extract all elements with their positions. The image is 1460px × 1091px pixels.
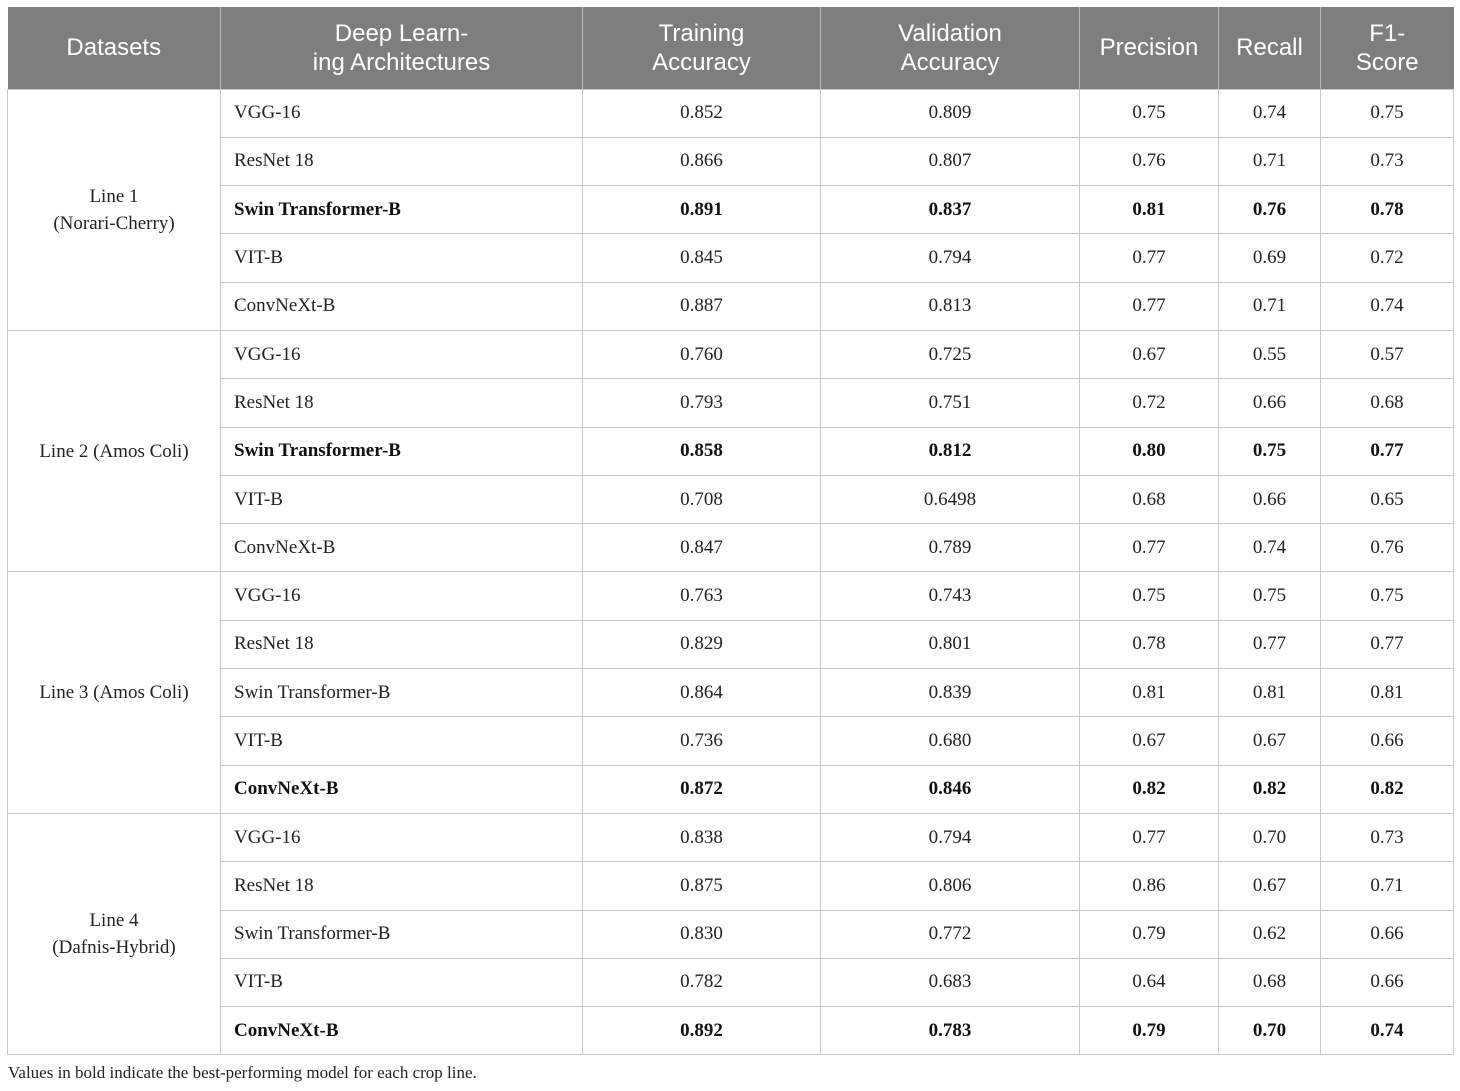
cell-training-accuracy: 0.782 <box>583 958 821 1006</box>
cell-validation-accuracy: 0.743 <box>821 572 1080 620</box>
cell-validation-accuracy: 0.794 <box>821 813 1080 861</box>
cell-architecture: ConvNeXt-B <box>221 282 583 330</box>
cell-precision: 0.75 <box>1080 89 1219 137</box>
cell-validation-accuracy: 0.806 <box>821 862 1080 910</box>
table-footnote: Values in bold indicate the best-performing model for each crop line. <box>8 1063 477 1082</box>
cell-dataset <box>8 572 221 813</box>
cell-architecture: Swin Transformer-B <box>221 186 583 234</box>
cell-architecture: VIT-B <box>221 958 583 1006</box>
cell-precision: 0.64 <box>1080 958 1219 1006</box>
cell-architecture: Swin Transformer-B <box>221 669 583 717</box>
cell-f1-score: 0.72 <box>1321 234 1454 282</box>
table-row <box>8 234 1454 282</box>
cell-recall: 0.69 <box>1219 234 1321 282</box>
cell-architecture: VIT-B <box>221 234 583 282</box>
cell-recall: 0.77 <box>1219 620 1321 668</box>
cell-training-accuracy: 0.793 <box>583 379 821 427</box>
table-row <box>8 186 1454 234</box>
cell-f1-score: 0.74 <box>1321 1007 1454 1055</box>
dataset-label-line: Line 1 <box>89 185 139 207</box>
cell-f1-score: 0.77 <box>1321 427 1454 475</box>
header-row <box>8 7 1454 89</box>
table-row <box>8 282 1454 330</box>
cell-training-accuracy: 0.830 <box>583 910 821 958</box>
cell-validation-accuracy: 0.725 <box>821 330 1080 378</box>
cell-validation-accuracy: 0.751 <box>821 379 1080 427</box>
cell-training-accuracy: 0.736 <box>583 717 821 765</box>
cell-f1-score: 0.75 <box>1321 89 1454 137</box>
cell-precision: 0.75 <box>1080 572 1219 620</box>
results-table <box>7 7 1454 1055</box>
cell-architecture: ResNet 18 <box>221 379 583 427</box>
table-row <box>8 137 1454 185</box>
cell-validation-accuracy: 0.812 <box>821 427 1080 475</box>
table-header <box>8 7 1454 89</box>
cell-training-accuracy: 0.845 <box>583 234 821 282</box>
dataset-label-line: Line 2 (Amos Coli) <box>39 440 189 462</box>
cell-f1-score: 0.68 <box>1321 379 1454 427</box>
cell-precision: 0.72 <box>1080 379 1219 427</box>
cell-recall: 0.81 <box>1219 669 1321 717</box>
cell-recall: 0.62 <box>1219 910 1321 958</box>
cell-recall: 0.70 <box>1219 813 1321 861</box>
table-row <box>8 89 1454 137</box>
cell-f1-score: 0.82 <box>1321 765 1454 813</box>
cell-f1-score: 0.71 <box>1321 862 1454 910</box>
cell-recall: 0.68 <box>1219 958 1321 1006</box>
cell-precision: 0.76 <box>1080 137 1219 185</box>
table-row <box>8 765 1454 813</box>
cell-recall: 0.70 <box>1219 1007 1321 1055</box>
cell-precision: 0.67 <box>1080 717 1219 765</box>
cell-architecture: ResNet 18 <box>221 862 583 910</box>
table-row <box>8 1007 1454 1055</box>
cell-architecture: VGG-16 <box>221 330 583 378</box>
cell-architecture: VGG-16 <box>221 813 583 861</box>
cell-recall: 0.71 <box>1219 137 1321 185</box>
table-row <box>8 669 1454 717</box>
cell-f1-score: 0.75 <box>1321 572 1454 620</box>
cell-architecture: ConvNeXt-B <box>221 1007 583 1055</box>
cell-dataset <box>8 813 221 1054</box>
cell-training-accuracy: 0.763 <box>583 572 821 620</box>
cell-precision: 0.79 <box>1080 1007 1219 1055</box>
cell-f1-score: 0.77 <box>1321 620 1454 668</box>
cell-training-accuracy: 0.829 <box>583 620 821 668</box>
header-architecture: Deep Learn- ing Architectures <box>221 7 583 89</box>
cell-precision: 0.67 <box>1080 330 1219 378</box>
cell-precision: 0.81 <box>1080 669 1219 717</box>
cell-precision: 0.78 <box>1080 620 1219 668</box>
cell-architecture: ResNet 18 <box>221 137 583 185</box>
cell-precision: 0.81 <box>1080 186 1219 234</box>
table-row <box>8 379 1454 427</box>
table-row <box>8 813 1454 861</box>
cell-validation-accuracy: 0.837 <box>821 186 1080 234</box>
table-row <box>8 620 1454 668</box>
table-row <box>8 910 1454 958</box>
cell-f1-score: 0.57 <box>1321 330 1454 378</box>
cell-training-accuracy: 0.891 <box>583 186 821 234</box>
cell-f1-score: 0.81 <box>1321 669 1454 717</box>
cell-validation-accuracy: 0.807 <box>821 137 1080 185</box>
cell-precision: 0.77 <box>1080 813 1219 861</box>
cell-architecture: ConvNeXt-B <box>221 765 583 813</box>
cell-recall: 0.75 <box>1219 427 1321 475</box>
cell-architecture: VIT-B <box>221 475 583 523</box>
cell-validation-accuracy: 0.839 <box>821 669 1080 717</box>
cell-architecture: ResNet 18 <box>221 620 583 668</box>
cell-validation-accuracy: 0.794 <box>821 234 1080 282</box>
table-row <box>8 524 1454 572</box>
cell-validation-accuracy: 0.801 <box>821 620 1080 668</box>
cell-precision: 0.77 <box>1080 234 1219 282</box>
cell-dataset <box>8 89 221 330</box>
cell-validation-accuracy: 0.789 <box>821 524 1080 572</box>
cell-architecture: VGG-16 <box>221 572 583 620</box>
cell-f1-score: 0.76 <box>1321 524 1454 572</box>
table-row <box>8 475 1454 523</box>
cell-recall: 0.74 <box>1219 89 1321 137</box>
cell-f1-score: 0.66 <box>1321 717 1454 765</box>
cell-recall: 0.74 <box>1219 524 1321 572</box>
cell-precision: 0.82 <box>1080 765 1219 813</box>
cell-precision: 0.77 <box>1080 282 1219 330</box>
cell-training-accuracy: 0.708 <box>583 475 821 523</box>
cell-precision: 0.86 <box>1080 862 1219 910</box>
cell-validation-accuracy: 0.809 <box>821 89 1080 137</box>
cell-f1-score: 0.65 <box>1321 475 1454 523</box>
table-row <box>8 958 1454 1006</box>
cell-training-accuracy: 0.892 <box>583 1007 821 1055</box>
header-validation-accuracy: Validation Accuracy <box>821 7 1080 89</box>
cell-training-accuracy: 0.838 <box>583 813 821 861</box>
cell-recall: 0.55 <box>1219 330 1321 378</box>
cell-dataset <box>8 330 221 571</box>
cell-precision: 0.68 <box>1080 475 1219 523</box>
cell-validation-accuracy: 0.680 <box>821 717 1080 765</box>
cell-precision: 0.80 <box>1080 427 1219 475</box>
cell-training-accuracy: 0.866 <box>583 137 821 185</box>
table-row <box>8 862 1454 910</box>
cell-recall: 0.82 <box>1219 765 1321 813</box>
cell-recall: 0.67 <box>1219 862 1321 910</box>
cell-validation-accuracy: 0.6498 <box>821 475 1080 523</box>
cell-validation-accuracy: 0.683 <box>821 958 1080 1006</box>
header-recall: Recall <box>1219 7 1321 89</box>
header-training-accuracy: Training Accuracy <box>583 7 821 89</box>
table-body <box>8 89 1454 1055</box>
dataset-label-line: Line 3 (Amos Coli) <box>39 682 189 704</box>
table-row <box>8 717 1454 765</box>
header-datasets: Datasets <box>8 7 221 89</box>
cell-precision: 0.79 <box>1080 910 1219 958</box>
cell-f1-score: 0.78 <box>1321 186 1454 234</box>
cell-architecture: Swin Transformer-B <box>221 427 583 475</box>
header-f1-score: F1- Score <box>1321 7 1454 89</box>
table-row <box>8 572 1454 620</box>
cell-architecture: VGG-16 <box>221 89 583 137</box>
cell-recall: 0.75 <box>1219 572 1321 620</box>
cell-precision: 0.77 <box>1080 524 1219 572</box>
cell-validation-accuracy: 0.772 <box>821 910 1080 958</box>
cell-validation-accuracy: 0.783 <box>821 1007 1080 1055</box>
cell-f1-score: 0.73 <box>1321 813 1454 861</box>
cell-recall: 0.67 <box>1219 717 1321 765</box>
header-precision: Precision <box>1080 7 1219 89</box>
cell-validation-accuracy: 0.846 <box>821 765 1080 813</box>
cell-recall: 0.76 <box>1219 186 1321 234</box>
table-row <box>8 330 1454 378</box>
cell-architecture: VIT-B <box>221 717 583 765</box>
cell-training-accuracy: 0.864 <box>583 669 821 717</box>
cell-recall: 0.71 <box>1219 282 1321 330</box>
cell-f1-score: 0.74 <box>1321 282 1454 330</box>
cell-recall: 0.66 <box>1219 379 1321 427</box>
cell-f1-score: 0.73 <box>1321 137 1454 185</box>
dataset-label-line: Line 4 <box>89 910 139 932</box>
cell-training-accuracy: 0.872 <box>583 765 821 813</box>
cell-architecture: ConvNeXt-B <box>221 524 583 572</box>
cell-training-accuracy: 0.887 <box>583 282 821 330</box>
cell-architecture: Swin Transformer-B <box>221 910 583 958</box>
cell-f1-score: 0.66 <box>1321 910 1454 958</box>
cell-training-accuracy: 0.847 <box>583 524 821 572</box>
cell-training-accuracy: 0.875 <box>583 862 821 910</box>
cell-training-accuracy: 0.852 <box>583 89 821 137</box>
dataset-label-line: (Norari-Cherry) <box>53 212 175 234</box>
dataset-label-line: (Dafnis-Hybrid) <box>52 937 176 959</box>
cell-recall: 0.66 <box>1219 475 1321 523</box>
table-row <box>8 427 1454 475</box>
cell-training-accuracy: 0.858 <box>583 427 821 475</box>
cell-f1-score: 0.66 <box>1321 958 1454 1006</box>
cell-validation-accuracy: 0.813 <box>821 282 1080 330</box>
cell-training-accuracy: 0.760 <box>583 330 821 378</box>
